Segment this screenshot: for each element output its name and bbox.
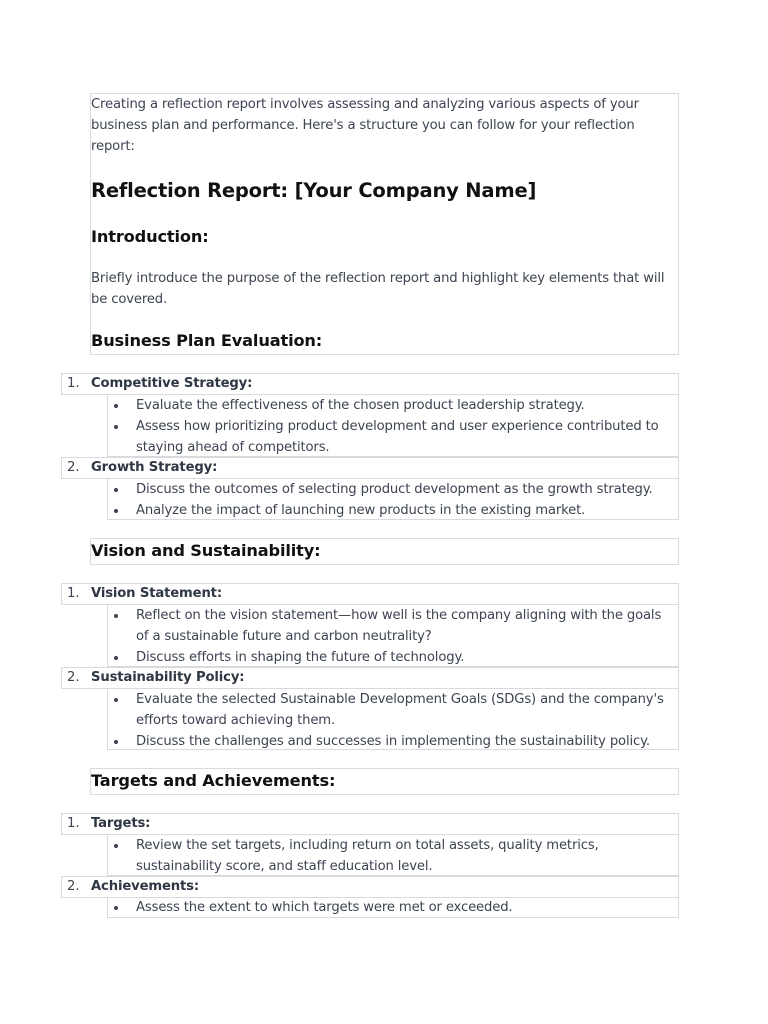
item-label: Competitive Strategy: bbox=[91, 376, 253, 391]
bullet-icon bbox=[114, 656, 118, 660]
list-item-row bbox=[61, 813, 679, 835]
list-number: 2. bbox=[67, 460, 80, 475]
report-title: Reflection Report: [Your Company Name] bbox=[91, 179, 537, 202]
bullet-icon bbox=[114, 906, 118, 910]
vision-heading: Vision and Sustainability: bbox=[91, 541, 321, 560]
bullet-text: Assess the extent to which targets were met or exceeded. bbox=[136, 900, 513, 915]
item-label: Growth Strategy: bbox=[91, 460, 218, 475]
bullet-icon bbox=[114, 509, 118, 513]
bullet-text: Discuss the challenges and successes in implementing the sustainability policy. bbox=[136, 734, 650, 749]
intro-paragraph: Creating a reflection report involves assessing and analyzing various aspects of your business plan and performance. Here's a structure you can follow for your reflection report: bbox=[91, 97, 639, 154]
business-plan-heading: Business Plan Evaluation: bbox=[91, 331, 323, 350]
bullet-icon bbox=[114, 488, 118, 492]
targets-heading: Targets and Achievements: bbox=[91, 771, 336, 790]
bullet-text: Evaluate the effectiveness of the chosen product leadership strategy. bbox=[136, 398, 585, 413]
bullet-icon bbox=[114, 844, 118, 848]
bullet-text: Reflect on the vision statement—how well is the company aligning with the goals of a sustainable future and carbon neutrality? bbox=[136, 608, 662, 644]
list-number: 1. bbox=[67, 376, 80, 391]
bullet-icon bbox=[114, 614, 118, 618]
bullet-text: Discuss efforts in shaping the future of technology. bbox=[136, 650, 465, 665]
item-label: Sustainability Policy: bbox=[91, 670, 245, 685]
bullet-icon bbox=[114, 698, 118, 702]
bullet-text: Evaluate the selected Sustainable Development Goals (SDGs) and the company's efforts toward achieving them. bbox=[136, 692, 664, 728]
introduction-text: Briefly introduce the purpose of the reflection report and highlight key elements that will be covered. bbox=[91, 271, 665, 307]
list-number: 1. bbox=[67, 586, 80, 601]
list-number: 2. bbox=[67, 670, 80, 685]
item-label: Targets: bbox=[91, 816, 151, 831]
item-label: Vision Statement: bbox=[91, 586, 222, 601]
bullet-text: Analyze the impact of launching new products in the existing market. bbox=[136, 503, 586, 518]
bullet-icon bbox=[114, 425, 118, 429]
bullet-text: Assess how prioritizing product development and user experience contributed to staying ahead of competitors. bbox=[136, 419, 659, 455]
list-number: 1. bbox=[67, 816, 80, 831]
bullet-text: Discuss the outcomes of selecting product development as the growth strategy. bbox=[136, 482, 653, 497]
bullet-icon bbox=[114, 740, 118, 744]
introduction-heading: Introduction: bbox=[91, 227, 209, 246]
bullet-text: Review the set targets, including return on total assets, quality metrics, sustainability score, and staff education level. bbox=[136, 838, 599, 874]
item-label: Achievements: bbox=[91, 879, 199, 894]
list-number: 2. bbox=[67, 879, 80, 894]
bullet-icon bbox=[114, 404, 118, 408]
